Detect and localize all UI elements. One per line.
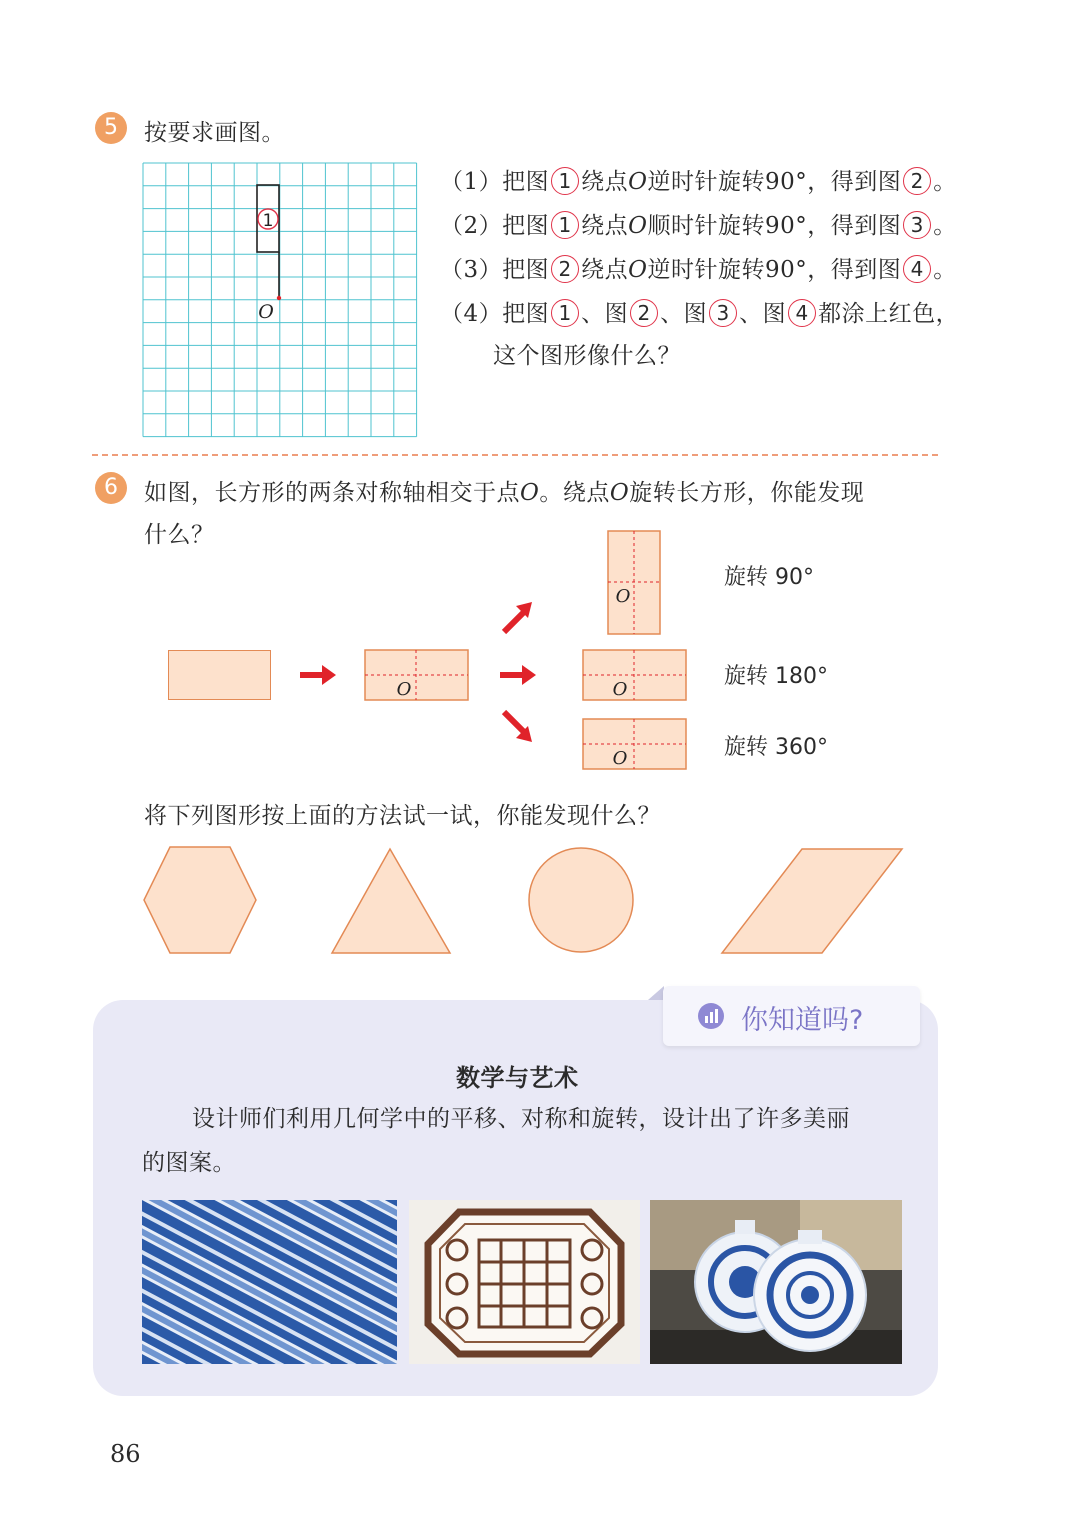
problem-6-line1: 如图，长方形的两条对称轴相交于点O。绕点O旋转长方形，你能发现 xyxy=(144,480,865,506)
figure-ref-circle: 2 xyxy=(903,167,931,195)
fabric-pattern-photo xyxy=(142,1200,397,1364)
instruction-1: （1）把图 1 绕点O逆时针旋转90°，得到图 2 。 xyxy=(440,169,957,195)
article-title: 数学与艺术 xyxy=(456,1063,579,1092)
figure-ref-circle: 1 xyxy=(551,167,579,195)
article-line2: 的图案。 xyxy=(142,1150,236,1176)
rectangle-rotated-90 xyxy=(607,530,662,636)
figure-ref-circle: 2 xyxy=(551,255,579,283)
figure-ref-circle: 4 xyxy=(788,299,816,327)
svg-text:O: O xyxy=(612,679,628,700)
rectangle-rotated-360 xyxy=(582,718,688,771)
article-line1: 设计师们利用几何学中的平移、对称和旋转，设计出了许多美丽 xyxy=(192,1106,850,1132)
circle-shape xyxy=(529,848,633,952)
rotation-label-360: 旋转 360° xyxy=(724,735,828,760)
instruction-2: （2）把图 1 绕点O顺时针旋转90°，得到图 3 。 xyxy=(440,213,957,239)
figure-ref-circle: 3 xyxy=(709,299,737,327)
parallelogram-shape xyxy=(722,849,902,953)
problem-5-title: 按要求画图。 xyxy=(144,120,285,146)
instruction-3: （3）把图 2 绕点O逆时针旋转90°，得到图 4 。 xyxy=(440,257,957,283)
shape-1-label: 1 xyxy=(262,211,274,231)
arrow-up-right-icon xyxy=(496,598,542,640)
figure-ref-circle: 1 xyxy=(551,299,579,327)
try-instruction: 将下列图形按上面的方法试一试，你能发现什么？ xyxy=(144,803,661,829)
original-rectangle xyxy=(168,650,271,700)
rectangle-rotated-180 xyxy=(582,649,688,702)
rotation-label-90: 旋转 90° xyxy=(724,565,814,590)
rectangle-with-axes xyxy=(364,649,470,702)
rotation-point-dot xyxy=(277,296,281,300)
svg-text:O: O xyxy=(615,586,631,607)
arrow-down-right-icon xyxy=(496,704,542,746)
arrow-right-icon xyxy=(496,662,540,688)
did-you-know-tag xyxy=(663,986,920,1046)
shapes-row xyxy=(140,845,910,957)
figure-ref-circle: 4 xyxy=(903,255,931,283)
grid-figure xyxy=(140,160,420,440)
tag-label: 你知道吗? xyxy=(741,1005,864,1036)
tag-fold xyxy=(648,986,664,1000)
page-number: 86 xyxy=(110,1440,141,1468)
chart-bars-icon xyxy=(697,1002,725,1030)
figure-ref-circle: 3 xyxy=(903,211,931,239)
triangle-shape xyxy=(332,849,450,953)
figure-ref-circle: 2 xyxy=(630,299,658,327)
instruction-4-line2: 这个图形像什么？ xyxy=(493,343,681,369)
instruction-4: （4）把图 1 、图 2 、图 3 、图 4 都涂上红色， xyxy=(440,301,960,327)
lattice-window-photo xyxy=(409,1200,640,1364)
svg-text:O: O xyxy=(396,679,412,700)
problem-number-badge: 6 xyxy=(95,472,127,504)
svg-text:O: O xyxy=(612,748,628,769)
point-o-label: O xyxy=(258,301,274,323)
problem-number-badge: 5 xyxy=(95,112,127,144)
hexagon-shape xyxy=(144,847,256,953)
problem-6-line2: 什么？ xyxy=(144,522,215,548)
section-divider xyxy=(92,454,938,456)
porcelain-flasks-photo xyxy=(650,1200,902,1364)
rotation-label-180: 旋转 180° xyxy=(724,664,828,689)
figure-ref-circle: 1 xyxy=(551,211,579,239)
arrow-right-icon xyxy=(296,662,340,688)
